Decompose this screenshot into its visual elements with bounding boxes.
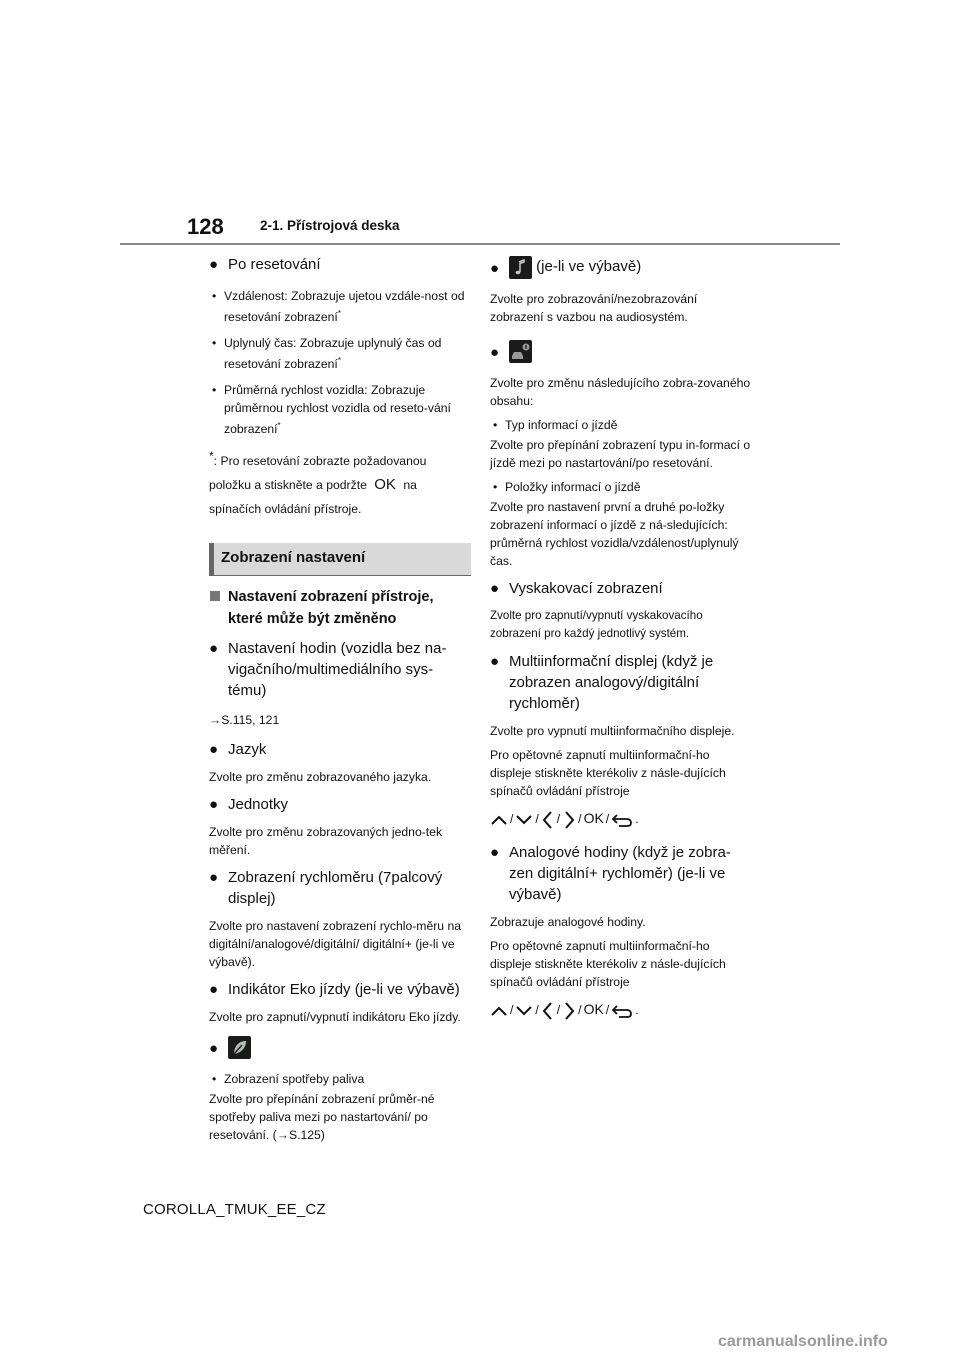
paragraph: Zvolte pro zobrazování/nezobrazování zobrazení s vazbou na audiosystém. [490, 292, 698, 324]
chevron-down-icon [515, 1004, 533, 1018]
switch-symbols-row: / / / / OK / . [490, 999, 752, 1021]
paragraph: Pro opětovné zapnutí multiinformační-ho displeje stiskněte kterékoliv z násle-dujících spínačů ovládání přístroje [490, 938, 726, 989]
bullet-icon: ● [209, 741, 219, 759]
paragraph: Pro opětovné zapnutí multiinformační-ho displeje stiskněte kterékoliv z násle-dujících spínačů ovládání přístroje [490, 748, 726, 798]
bullet-icon: ● [209, 869, 219, 887]
paragraph: Zvolte pro změnu zobrazovaných jedno-tek měření. [209, 825, 443, 858]
header-divider [120, 243, 840, 245]
bullet-icon: ● [490, 260, 500, 277]
bullet-icon: ● [490, 344, 500, 361]
page-number: 128 [187, 214, 224, 239]
switch-symbols-row: / / / / OK / . [490, 808, 752, 830]
ok-button-label: OK [583, 810, 604, 826]
chevron-left-icon [541, 1001, 555, 1021]
sub-bullet-icon: • [212, 1072, 217, 1087]
list-item: • Vzdálenost: Zobrazuje ujetou vzdále-nost od resetování zobrazení* [212, 289, 465, 325]
bullet-heading-eco-leaf [209, 1034, 471, 1060]
list-item: • Zobrazení spotřeby paliva [212, 1072, 365, 1087]
bullet-heading-eko: ● Indikátor Eko jízdy (je-li ve výbavě) [209, 981, 460, 999]
bullet-icon: ● [209, 796, 219, 814]
sub-bullet-icon: • [212, 383, 217, 398]
eco-leaf-icon [228, 1036, 251, 1059]
bullet-icon: ● [209, 256, 219, 273]
music-note-icon [509, 256, 532, 279]
bullet-icon: ● [490, 653, 500, 670]
ok-button-label: OK [583, 1000, 604, 1017]
ok-button-label: OK [374, 476, 396, 494]
bullet-heading-hodiny: ● Nastavení hodin (vozidla bez na-vigačního/multimediálního sys-tému) [209, 640, 447, 700]
bullet-icon: ● [209, 981, 219, 999]
sub-bullet-icon: • [212, 289, 217, 303]
paragraph: Zvolte pro nastavení zobrazení rychlo-měru na digitální/analogové/digitální/ digitální+ (je-li ve výbavě). [209, 919, 461, 970]
paragraph: Zobrazuje analogové hodiny. [490, 914, 646, 929]
right-column [490, 254, 752, 1021]
chevron-down-icon [515, 813, 533, 827]
paragraph: Zvolte pro zapnutí/vypnutí indikátoru Eko jízdy. [209, 1010, 461, 1025]
paragraph: Zvolte pro změnu zobrazovaného jazyka. [209, 770, 432, 785]
paragraph: Zvolte pro zapnutí/vypnutí vyskakovacího zobrazení pro každý jednotlivý systém. [490, 609, 703, 640]
square-bullet-icon [210, 591, 220, 601]
bullet-heading-multiinfo: ● Multiinformační displej (když je zobrazen analogový/digitální rychloměr) [490, 653, 714, 712]
chevron-right-icon [562, 1001, 576, 1021]
back-arrow-icon [611, 812, 633, 828]
list-item: • Položky informací o jízdě [493, 480, 641, 494]
bullet-icon: ● [209, 1040, 219, 1058]
list-item: • Průměrná rychlost vozidla: Zobrazuje průměrnou rychlost vozidla od reseto-vání zobrazení* [212, 383, 451, 437]
sub-bullet-icon: • [493, 480, 498, 494]
paragraph: Zvolte pro změnu následujícího zobra-zovaného obsahu: [490, 376, 751, 408]
bullet-icon: ● [490, 843, 500, 861]
sub-bullet-icon: • [212, 336, 217, 351]
bullet-heading-jazyk: ● Jazyk [209, 741, 267, 759]
bullet-heading-jednotky: ● Jednotky [209, 796, 289, 814]
paragraph: Zvolte pro vypnutí multiinformačního displeje. [490, 724, 735, 738]
section-title: 2-1. Přístrojová deska [260, 218, 400, 233]
bullet-heading-info [490, 338, 752, 364]
left-column [209, 254, 471, 1144]
arrow-icon: → [276, 1128, 289, 1143]
bullet-heading-rychlomer: ● Zobrazení rychloměru (7palcový displej) [209, 869, 443, 908]
arrow-icon: → [209, 713, 222, 728]
paragraph: Zvolte pro přepínání zobrazení průměr-né spotřeby paliva mezi po nastartování/ po resetování. (→S.125) [209, 1092, 435, 1143]
paragraph: Zvolte pro nastavení první a druhé po-ložky zobrazení informací o jízdě z ná-sledujících: průměrná rychlost vozidla/vzdálenost/uplynulý čas. [490, 500, 739, 568]
sub-heading: Nastavení zobrazení přístroje, které může být změněno [209, 586, 471, 630]
bullet-heading-po-resetovani: ● Po resetování [209, 256, 321, 273]
watermark: carmanualsonline.info [718, 1333, 888, 1350]
chevron-up-icon [490, 1004, 508, 1018]
bullet-icon: ● [209, 640, 219, 658]
back-arrow-icon [611, 1003, 633, 1019]
chevron-left-icon [541, 810, 555, 830]
bullet-icon: ● [490, 580, 500, 597]
bullet-heading-audio: ● (je-li ve výbavě) [490, 254, 752, 280]
footnote: *: Pro resetování zobrazte požadovanou položku a stiskněte a podržte OK na spínačích ovládání přístroje. [209, 449, 427, 517]
drive-info-icon [509, 340, 532, 363]
sub-bullet-icon: • [493, 418, 498, 432]
paragraph: Zvolte pro přepínání zobrazení typu in-formací o jízdě mezi po nastartování/po resetování. [490, 438, 751, 470]
chevron-up-icon [490, 813, 508, 827]
section-heading-box: Zobrazení nastavení [209, 543, 471, 576]
document-code: COROLLA_TMUK_EE_CZ [143, 1201, 326, 1218]
page-reference: →S.115, 121 [209, 713, 280, 728]
chevron-right-icon [562, 810, 576, 830]
list-item: • Typ informací o jízdě [493, 418, 618, 432]
list-item: • Uplynulý čas: Zobrazuje uplynulý čas od resetování zobrazení* [212, 336, 442, 372]
bullet-heading-vyskakovaci: ● Vyskakovací zobrazení [490, 580, 663, 597]
bullet-heading-analog-hodiny: ● Analogové hodiny (když je zobra-zen digitální+ rychloměr) (je-li ve výbavě) [490, 843, 731, 903]
